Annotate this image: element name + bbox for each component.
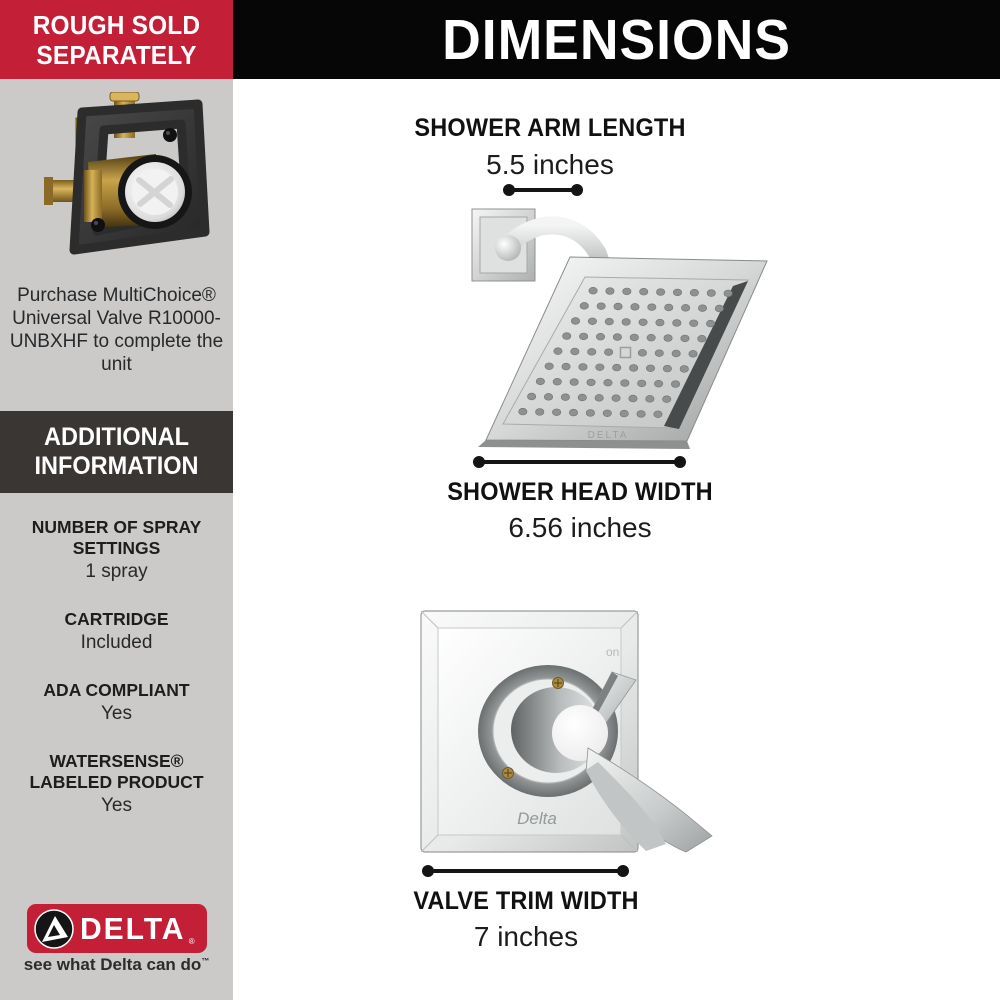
spec-spray-settings: [0, 517, 233, 583]
shower-arm-length-label: SHOWER ARM LENGTH: [414, 114, 686, 142]
tagline-text: see what Delta can do: [23, 955, 202, 974]
registered-mark: ®: [188, 937, 195, 946]
shower-head-width-value: 6.56 inches: [508, 512, 652, 543]
delta-wordmark: DELTA: [80, 911, 186, 946]
shower-head-dimension-line: [478, 460, 681, 464]
delta-triangle-icon: [34, 909, 74, 949]
dimensions-title: DIMENSIONS: [442, 7, 791, 72]
spec-value: 1 spray: [85, 561, 148, 582]
valve-trim-dimension-line: [427, 869, 624, 873]
spec-list: [0, 517, 233, 843]
sidebar: [0, 0, 233, 1000]
spec-label: CARTRIDGE: [64, 609, 169, 629]
shower-head-brand-text: DELTA: [587, 430, 629, 441]
spec-value: Included: [80, 632, 153, 653]
shower-head-graphic: [472, 209, 767, 449]
valve-on-text: on: [606, 645, 620, 659]
spec-value: Yes: [101, 703, 132, 724]
spec-watersense: [0, 751, 233, 817]
spec-cartridge: [0, 609, 233, 654]
trademark-mark: ™: [201, 956, 210, 966]
additional-banner-text: ADDITIONAL INFORMATION: [34, 423, 199, 480]
spec-value: Yes: [101, 795, 132, 816]
rough-banner-text: ROUGH SOLD SEPARATELY: [32, 9, 201, 70]
spec-label: ADA COMPLIANT: [43, 680, 190, 700]
valve-trim-width-value: 7 inches: [473, 921, 579, 952]
valve-trim-image: [405, 600, 715, 862]
delta-logo: [27, 904, 207, 953]
shower-head-width-label: SHOWER HEAD WIDTH: [447, 478, 713, 506]
rough-valve-graphic: [44, 92, 205, 250]
dimensions-header: [233, 0, 1000, 79]
valve-trim-width-label: VALVE TRIM WIDTH: [413, 887, 639, 915]
valve-brand-text: Delta: [517, 809, 557, 828]
purchase-note: Purchase MultiChoice® Universal Valve R10000-UNBXHF to complete the unit: [9, 285, 224, 375]
spec-label: WATERSENSE® LABELED PRODUCT: [29, 751, 204, 792]
valve-trim-graphic: [421, 611, 712, 852]
shower-head-image: [440, 195, 860, 457]
spec-ada: [0, 680, 233, 725]
rough-sold-separately-banner: [0, 0, 233, 79]
rough-in-valve-image: [18, 92, 218, 274]
delta-tagline: [0, 955, 233, 975]
shower-arm-dimension-line: [508, 188, 578, 192]
shower-arm-length-value: 5.5 inches: [486, 149, 614, 180]
additional-information-banner: [0, 411, 233, 493]
spec-label: NUMBER OF SPRAY SETTINGS: [31, 517, 202, 558]
